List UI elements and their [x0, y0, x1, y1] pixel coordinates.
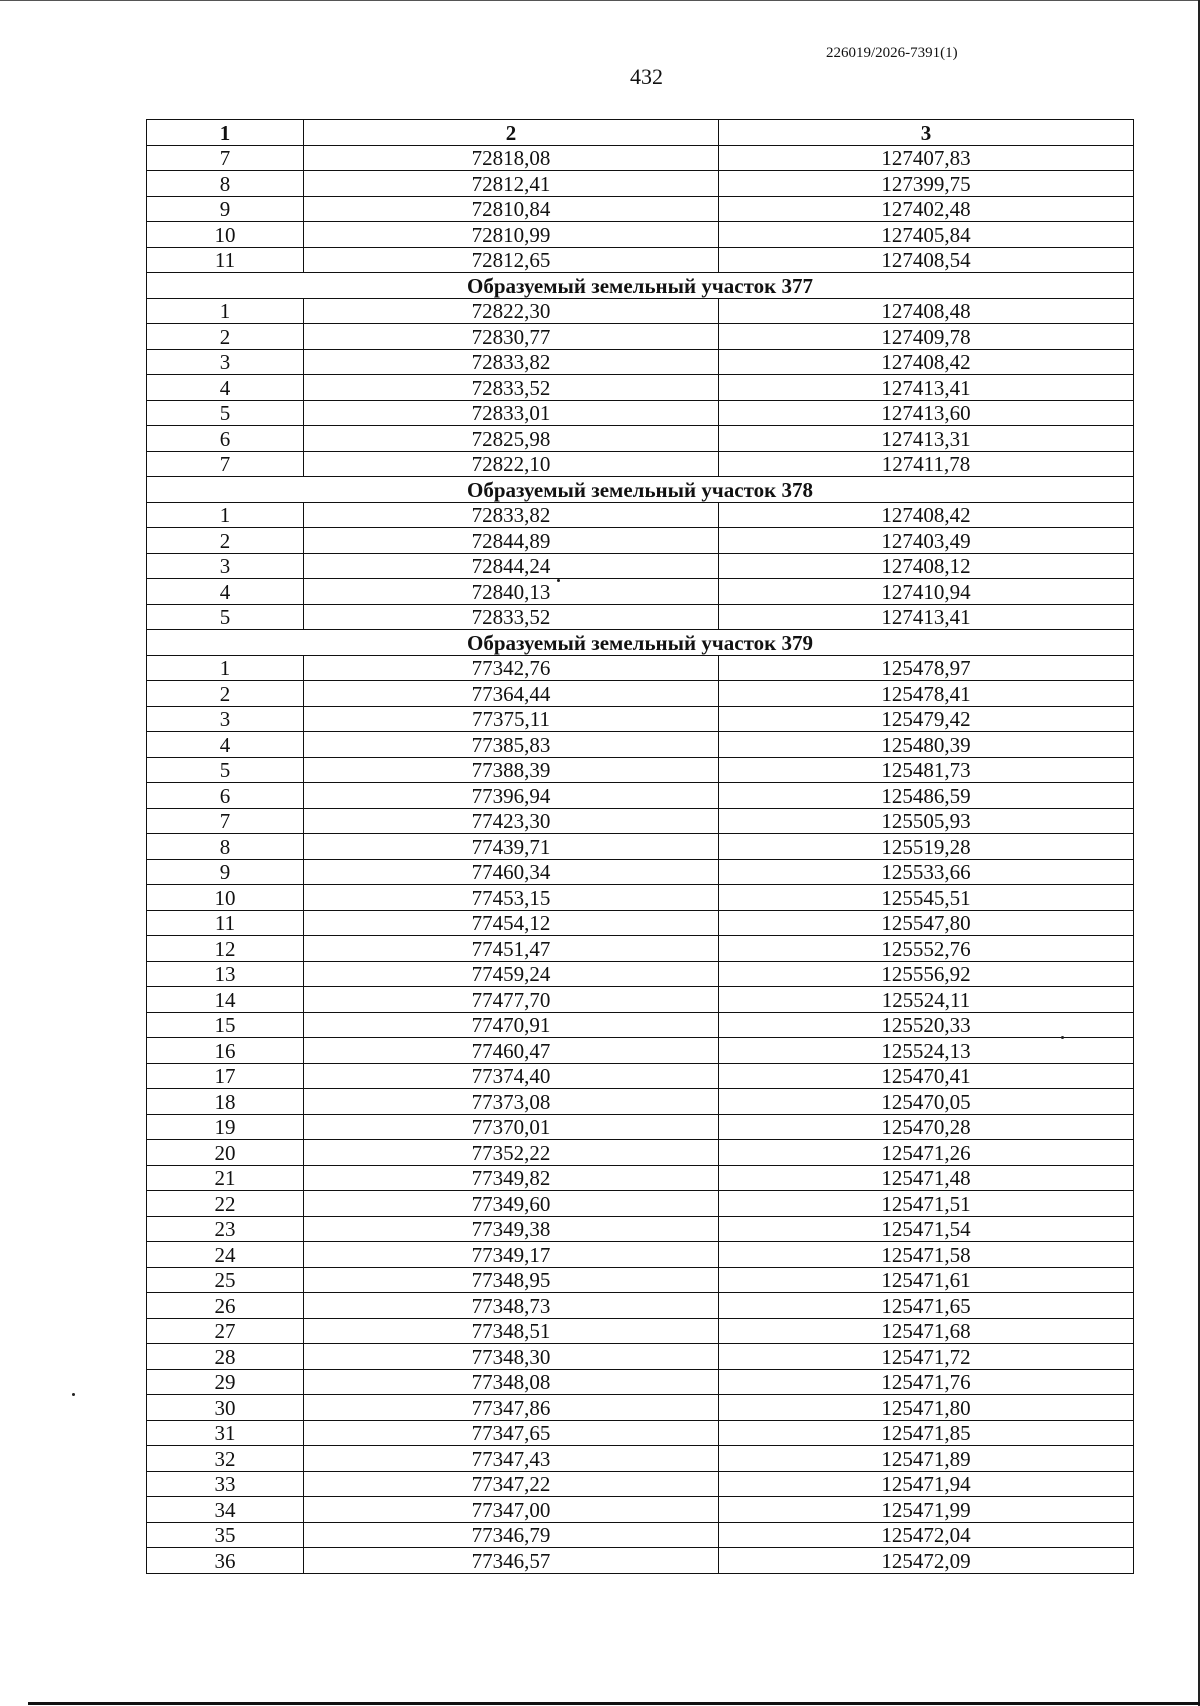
section-title: Образуемый земельный участок 377	[147, 273, 1134, 299]
y-coordinate-cell: 125524,11	[719, 987, 1134, 1013]
table-row	[147, 834, 1134, 860]
y-coordinate-cell: 127403,49	[719, 528, 1134, 554]
x-coordinate-cell: 77346,57	[304, 1548, 719, 1574]
x-coordinate-cell: 77460,34	[304, 859, 719, 885]
table-row	[147, 426, 1134, 452]
y-coordinate-cell: 125471,48	[719, 1165, 1134, 1191]
point-number-cell: 35	[147, 1522, 304, 1548]
y-coordinate-cell: 125471,72	[719, 1344, 1134, 1370]
table-row	[147, 1242, 1134, 1268]
x-coordinate-cell: 77347,86	[304, 1395, 719, 1421]
table-row	[147, 222, 1134, 248]
table-row	[147, 732, 1134, 758]
table-row	[147, 1165, 1134, 1191]
point-number-cell: 13	[147, 961, 304, 987]
x-coordinate-cell: 72812,41	[304, 171, 719, 197]
table-row	[147, 1140, 1134, 1166]
table-row	[147, 1344, 1134, 1370]
column-header-3: 3	[719, 120, 1134, 146]
y-coordinate-cell: 125471,76	[719, 1369, 1134, 1395]
table-row	[147, 375, 1134, 401]
y-coordinate-cell: 125471,61	[719, 1267, 1134, 1293]
point-number-cell: 7	[147, 145, 304, 171]
x-coordinate-cell: 77385,83	[304, 732, 719, 758]
y-coordinate-cell: 125524,13	[719, 1038, 1134, 1064]
page-border-bottom	[28, 1702, 1200, 1705]
point-number-cell: 17	[147, 1063, 304, 1089]
point-number-cell: 8	[147, 171, 304, 197]
x-coordinate-cell: 77388,39	[304, 757, 719, 783]
table-row	[147, 859, 1134, 885]
y-coordinate-cell: 125472,04	[719, 1522, 1134, 1548]
point-number-cell: 22	[147, 1191, 304, 1217]
point-number-cell: 2	[147, 324, 304, 350]
y-coordinate-cell: 127413,60	[719, 400, 1134, 426]
y-coordinate-cell: 125478,97	[719, 655, 1134, 681]
point-number-cell: 24	[147, 1242, 304, 1268]
point-number-cell: 23	[147, 1216, 304, 1242]
x-coordinate-cell: 77348,30	[304, 1344, 719, 1370]
y-coordinate-cell: 127413,31	[719, 426, 1134, 452]
table-row	[147, 604, 1134, 630]
x-coordinate-cell: 77348,08	[304, 1369, 719, 1395]
table-row	[147, 1216, 1134, 1242]
y-coordinate-cell: 127413,41	[719, 604, 1134, 630]
point-number-cell: 11	[147, 910, 304, 936]
table-row	[147, 1089, 1134, 1115]
y-coordinate-cell: 125472,09	[719, 1548, 1134, 1574]
point-number-cell: 2	[147, 528, 304, 554]
table-row	[147, 757, 1134, 783]
x-coordinate-cell: 77373,08	[304, 1089, 719, 1115]
point-number-cell: 34	[147, 1497, 304, 1523]
y-coordinate-cell: 125480,39	[719, 732, 1134, 758]
y-coordinate-cell: 125471,80	[719, 1395, 1134, 1421]
y-coordinate-cell: 127411,78	[719, 451, 1134, 477]
x-coordinate-cell: 72833,82	[304, 349, 719, 375]
y-coordinate-cell: 125478,41	[719, 681, 1134, 707]
y-coordinate-cell: 125471,54	[719, 1216, 1134, 1242]
table-row	[147, 783, 1134, 809]
y-coordinate-cell: 125533,66	[719, 859, 1134, 885]
x-coordinate-cell: 72825,98	[304, 426, 719, 452]
y-coordinate-cell: 125471,99	[719, 1497, 1134, 1523]
point-number-cell: 3	[147, 553, 304, 579]
point-number-cell: 9	[147, 196, 304, 222]
y-coordinate-cell: 125552,76	[719, 936, 1134, 962]
point-number-cell: 19	[147, 1114, 304, 1140]
point-number-cell: 7	[147, 808, 304, 834]
table-row	[147, 298, 1134, 324]
table-row	[147, 579, 1134, 605]
point-number-cell: 4	[147, 579, 304, 605]
x-coordinate-cell: 77348,95	[304, 1267, 719, 1293]
point-number-cell: 33	[147, 1471, 304, 1497]
x-coordinate-cell: 72833,52	[304, 375, 719, 401]
y-coordinate-cell: 125471,94	[719, 1471, 1134, 1497]
table-row	[147, 1522, 1134, 1548]
y-coordinate-cell: 125481,73	[719, 757, 1134, 783]
point-number-cell: 4	[147, 375, 304, 401]
point-number-cell: 1	[147, 502, 304, 528]
scan-speck	[72, 1393, 75, 1396]
x-coordinate-cell: 72822,30	[304, 298, 719, 324]
table-row	[147, 706, 1134, 732]
table-row	[147, 1548, 1134, 1574]
y-coordinate-cell: 127408,12	[719, 553, 1134, 579]
x-coordinate-cell: 77342,76	[304, 655, 719, 681]
table-row	[147, 1420, 1134, 1446]
x-coordinate-cell: 77454,12	[304, 910, 719, 936]
x-coordinate-cell: 77349,60	[304, 1191, 719, 1217]
x-coordinate-cell: 72822,10	[304, 451, 719, 477]
x-coordinate-cell: 72818,08	[304, 145, 719, 171]
x-coordinate-cell: 77453,15	[304, 885, 719, 911]
x-coordinate-cell: 72830,77	[304, 324, 719, 350]
point-number-cell: 36	[147, 1548, 304, 1574]
y-coordinate-cell: 127408,54	[719, 247, 1134, 273]
y-coordinate-cell: 125471,85	[719, 1420, 1134, 1446]
x-coordinate-cell: 77451,47	[304, 936, 719, 962]
point-number-cell: 28	[147, 1344, 304, 1370]
y-coordinate-cell: 125471,58	[719, 1242, 1134, 1268]
point-number-cell: 29	[147, 1369, 304, 1395]
table-row	[147, 936, 1134, 962]
point-number-cell: 10	[147, 222, 304, 248]
section-row	[147, 630, 1134, 656]
x-coordinate-cell: 77347,65	[304, 1420, 719, 1446]
point-number-cell: 8	[147, 834, 304, 860]
point-number-cell: 21	[147, 1165, 304, 1191]
table-row	[147, 324, 1134, 350]
table-row	[147, 961, 1134, 987]
table-body	[147, 145, 1134, 1573]
point-number-cell: 5	[147, 757, 304, 783]
y-coordinate-cell: 125547,80	[719, 910, 1134, 936]
y-coordinate-cell: 127410,94	[719, 579, 1134, 605]
point-number-cell: 9	[147, 859, 304, 885]
point-number-cell: 15	[147, 1012, 304, 1038]
x-coordinate-cell: 77375,11	[304, 706, 719, 732]
point-number-cell: 3	[147, 706, 304, 732]
table-row	[147, 502, 1134, 528]
x-coordinate-cell: 77348,51	[304, 1318, 719, 1344]
x-coordinate-cell: 77348,73	[304, 1293, 719, 1319]
section-row	[147, 477, 1134, 503]
y-coordinate-cell: 125486,59	[719, 783, 1134, 809]
x-coordinate-cell: 72812,65	[304, 247, 719, 273]
point-number-cell: 4	[147, 732, 304, 758]
y-coordinate-cell: 127405,84	[719, 222, 1134, 248]
x-coordinate-cell: 77364,44	[304, 681, 719, 707]
x-coordinate-cell: 77374,40	[304, 1063, 719, 1089]
column-header-1: 1	[147, 120, 304, 146]
y-coordinate-cell: 127407,83	[719, 145, 1134, 171]
x-coordinate-cell: 77459,24	[304, 961, 719, 987]
y-coordinate-cell: 125471,68	[719, 1318, 1134, 1344]
table-row	[147, 885, 1134, 911]
x-coordinate-cell: 72810,84	[304, 196, 719, 222]
table-row	[147, 1038, 1134, 1064]
x-coordinate-cell: 77349,82	[304, 1165, 719, 1191]
y-coordinate-cell: 127399,75	[719, 171, 1134, 197]
table-row	[147, 196, 1134, 222]
column-header-2: 2	[304, 120, 719, 146]
table-row	[147, 1267, 1134, 1293]
table-row	[147, 1191, 1134, 1217]
x-coordinate-cell: 77347,00	[304, 1497, 719, 1523]
x-coordinate-cell: 77460,47	[304, 1038, 719, 1064]
y-coordinate-cell: 127413,41	[719, 375, 1134, 401]
x-coordinate-cell: 77423,30	[304, 808, 719, 834]
table-row	[147, 400, 1134, 426]
point-number-cell: 7	[147, 451, 304, 477]
x-coordinate-cell: 77349,38	[304, 1216, 719, 1242]
table-row	[147, 247, 1134, 273]
x-coordinate-cell: 72844,89	[304, 528, 719, 554]
table-row	[147, 1012, 1134, 1038]
scan-speck	[557, 579, 560, 582]
y-coordinate-cell: 125545,51	[719, 885, 1134, 911]
x-coordinate-cell: 77396,94	[304, 783, 719, 809]
x-coordinate-cell: 77347,43	[304, 1446, 719, 1472]
y-coordinate-cell: 125471,65	[719, 1293, 1134, 1319]
point-number-cell: 6	[147, 783, 304, 809]
table-row	[147, 681, 1134, 707]
coordinates-table	[146, 119, 1134, 1574]
table-row	[147, 1446, 1134, 1472]
x-coordinate-cell: 72833,01	[304, 400, 719, 426]
y-coordinate-cell: 127409,78	[719, 324, 1134, 350]
table-row	[147, 145, 1134, 171]
table-row	[147, 1395, 1134, 1421]
point-number-cell: 32	[147, 1446, 304, 1472]
page-border-top	[0, 0, 1200, 1]
y-coordinate-cell: 125471,89	[719, 1446, 1134, 1472]
x-coordinate-cell: 77477,70	[304, 987, 719, 1013]
table-row	[147, 1369, 1134, 1395]
point-number-cell: 5	[147, 604, 304, 630]
x-coordinate-cell: 72833,52	[304, 604, 719, 630]
y-coordinate-cell: 125520,33	[719, 1012, 1134, 1038]
scan-speck	[1061, 1036, 1064, 1039]
x-coordinate-cell: 77352,22	[304, 1140, 719, 1166]
x-coordinate-cell: 77439,71	[304, 834, 719, 860]
page-number: 432	[630, 64, 663, 89]
table-row	[147, 171, 1134, 197]
y-coordinate-cell: 127408,48	[719, 298, 1134, 324]
point-number-cell: 31	[147, 1420, 304, 1446]
point-number-cell: 12	[147, 936, 304, 962]
table-row	[147, 1497, 1134, 1523]
table-row	[147, 1063, 1134, 1089]
table-row	[147, 910, 1134, 936]
point-number-cell: 3	[147, 349, 304, 375]
y-coordinate-cell: 127402,48	[719, 196, 1134, 222]
point-number-cell: 16	[147, 1038, 304, 1064]
point-number-cell: 11	[147, 247, 304, 273]
x-coordinate-cell: 72844,24	[304, 553, 719, 579]
x-coordinate-cell: 72833,82	[304, 502, 719, 528]
point-number-cell: 27	[147, 1318, 304, 1344]
y-coordinate-cell: 125470,05	[719, 1089, 1134, 1115]
y-coordinate-cell: 125556,92	[719, 961, 1134, 987]
section-row	[147, 273, 1134, 299]
point-number-cell: 1	[147, 655, 304, 681]
x-coordinate-cell: 77370,01	[304, 1114, 719, 1140]
point-number-cell: 14	[147, 987, 304, 1013]
y-coordinate-cell: 125470,28	[719, 1114, 1134, 1140]
point-number-cell: 26	[147, 1293, 304, 1319]
point-number-cell: 18	[147, 1089, 304, 1115]
table-row	[147, 1318, 1134, 1344]
y-coordinate-cell: 125519,28	[719, 834, 1134, 860]
y-coordinate-cell: 125471,51	[719, 1191, 1134, 1217]
table-row	[147, 808, 1134, 834]
table-row	[147, 987, 1134, 1013]
table-header-row	[147, 120, 1134, 146]
point-number-cell: 30	[147, 1395, 304, 1421]
y-coordinate-cell: 127408,42	[719, 349, 1134, 375]
point-number-cell: 10	[147, 885, 304, 911]
x-coordinate-cell: 77346,79	[304, 1522, 719, 1548]
table-row	[147, 655, 1134, 681]
table-row	[147, 528, 1134, 554]
point-number-cell: 6	[147, 426, 304, 452]
x-coordinate-cell: 77349,17	[304, 1242, 719, 1268]
x-coordinate-cell: 77347,22	[304, 1471, 719, 1497]
point-number-cell: 5	[147, 400, 304, 426]
y-coordinate-cell: 125471,26	[719, 1140, 1134, 1166]
section-title: Образуемый земельный участок 379	[147, 630, 1134, 656]
point-number-cell: 2	[147, 681, 304, 707]
table-row	[147, 553, 1134, 579]
y-coordinate-cell: 125470,41	[719, 1063, 1134, 1089]
x-coordinate-cell: 77470,91	[304, 1012, 719, 1038]
section-title: Образуемый земельный участок 378	[147, 477, 1134, 503]
table-row	[147, 1293, 1134, 1319]
y-coordinate-cell: 127408,42	[719, 502, 1134, 528]
y-coordinate-cell: 125505,93	[719, 808, 1134, 834]
point-number-cell: 1	[147, 298, 304, 324]
table-row	[147, 349, 1134, 375]
x-coordinate-cell: 72840,13	[304, 579, 719, 605]
table-row	[147, 1471, 1134, 1497]
x-coordinate-cell: 72810,99	[304, 222, 719, 248]
y-coordinate-cell: 125479,42	[719, 706, 1134, 732]
point-number-cell: 25	[147, 1267, 304, 1293]
coordinates-table-container	[146, 119, 1133, 1574]
document-id: 226019/2026-7391(1)	[826, 45, 958, 61]
table-row	[147, 451, 1134, 477]
table-row	[147, 1114, 1134, 1140]
point-number-cell: 20	[147, 1140, 304, 1166]
